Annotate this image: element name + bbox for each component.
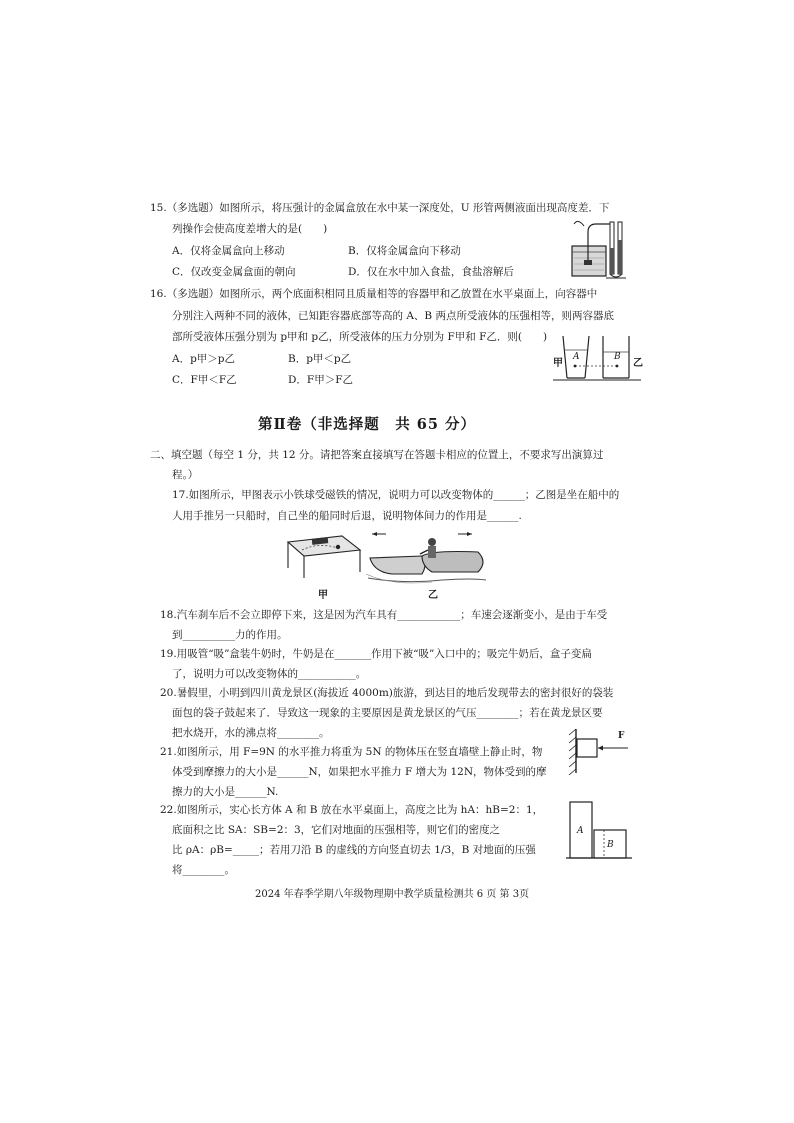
q17-label-jia: 甲: [318, 590, 328, 601]
q21-line-1: 21.如图所示，用 F=9N 的水平推力将重为 5N 的物体压在竖直墙壁上静止时，物: [160, 746, 543, 758]
q15-line-2: 列操作会使高度差增大的是( ): [172, 223, 328, 235]
q15-option-b: B．仅将金属盒向下移动: [348, 245, 461, 257]
q16-line-1: 16.（多选题）如图所示，两个底面积相同且质量相等的容器甲和乙放置在水平桌面上，向容器中: [150, 288, 598, 300]
q16-label-yi: 乙: [633, 358, 643, 369]
q17-line-2: 人用手推另一只船时，自己坐的船同时后退，说明物体间力的作用是______.: [172, 510, 522, 522]
q22-block-a-label: A: [577, 826, 584, 836]
q21-force-label: F: [618, 731, 625, 741]
q15-pressure-gauge-figure: [566, 218, 628, 280]
q22-blocks-figure: [566, 800, 634, 864]
q22-line-2: 底面积之比 SA：SB=2：3，它们对地面的压强相等，则它们的密度之: [172, 824, 501, 836]
q20-line-1: 20.暑假里，小明到四川黄龙景区(海拔近 4000m)旅游，到达目的地后发现带去的密封很好的袋装: [160, 687, 614, 699]
q22-line-3: 比 ρA：ρB=_____；若用刀沿 B 的虚线的方向竖直切去 1/3，B 对地面的压强: [172, 844, 536, 856]
q19-line-1: 19.用吸管“吸”盒装牛奶时，牛奶是在_______作用下被“吸”入口中的；吸完牛奶后，盒子变扁: [160, 648, 592, 660]
q19-line-2: 了，说明力可以改变物体的___________。: [172, 668, 367, 680]
q22-line-1: 22.如图所示，实心长方体 A 和 B 放在水平桌面上，高度之比为 hA：hB=2：1，: [160, 804, 544, 816]
q16-option-b: B．p甲＜p乙: [288, 353, 352, 365]
q21-wall-figure: [566, 727, 638, 775]
section2-instructions-line-1: 二、填空题（每空 1 分，共 12 分。请把答案直接填写在答题卡相应的位置上，不要求写出演算过: [150, 449, 604, 461]
q16-label-jia: 甲: [553, 358, 563, 369]
section-title: 第Ⅱ卷（非选择题 共 65 分）: [258, 416, 476, 433]
q18-line-2: 到__________力的作用。: [172, 629, 288, 641]
q16-point-b: B: [614, 352, 621, 362]
q18-line-1: 18.汽车刹车后不会立即停下来，这是因为汽车具有____________；车速会逐渐变小，是由于车受: [160, 609, 608, 621]
q20-line-3: 把水烧开，水的沸点将________。: [172, 727, 330, 739]
q21-line-2: 体受到摩擦力的大小是______N，如果把水平推力 F 增大为 12N，物体受到的摩: [172, 766, 547, 778]
q15-option-c: C．仅改变金属盒面的朝向: [172, 266, 296, 278]
q16-line-2: 分别注入两种不同的液体，已知距容器底部等高的 A、B 两点所受液体的压强相等，则两容器底: [172, 310, 614, 322]
q16-option-c: C．F甲＜F乙: [172, 374, 237, 386]
page-footer: 2024 年春季学期八年级物理期中教学质量检测共 6 页 第 3页: [255, 889, 530, 900]
q15-line-1: 15.（多选题）如图所示，将压强计的金属盒放在水中某一深度处，U 形管两侧液面出现高度差．下: [150, 202, 610, 214]
q16-option-d: D．F甲＞F乙: [288, 374, 353, 386]
q22-line-4: 将________。: [172, 864, 235, 876]
q16-containers-figure: [553, 330, 645, 386]
q22-block-b-label: B: [607, 840, 614, 850]
q20-line-2: 面包的袋子鼓起来了．导致这一现象的主要原因是黄龙景区的气压________；若在黄龙景区要: [172, 707, 603, 719]
q15-option-d: D．仅在水中加入食盐，食盐溶解后: [348, 266, 514, 278]
q15-option-a: A．仅将金属盒向上移动: [172, 245, 285, 257]
q17-line-1: 17.如图所示，甲图表示小铁球受磁铁的情况，说明力可以改变物体的______；乙图是坐在船中的: [172, 489, 620, 501]
q17-label-yi: 乙: [428, 590, 438, 601]
q16-line-3: 部所受液体压强分别为 p甲和 p乙，所受液体的压力分别为 F甲和 F乙．则( ): [172, 331, 548, 343]
section2-instructions-line-2: 程。）: [172, 469, 199, 481]
q16-point-a: A: [573, 352, 580, 362]
q17-figure: [282, 528, 502, 600]
q21-line-3: 擦力的大小是______N.: [172, 786, 279, 798]
q16-option-a: A．p甲＞p乙: [172, 353, 236, 365]
